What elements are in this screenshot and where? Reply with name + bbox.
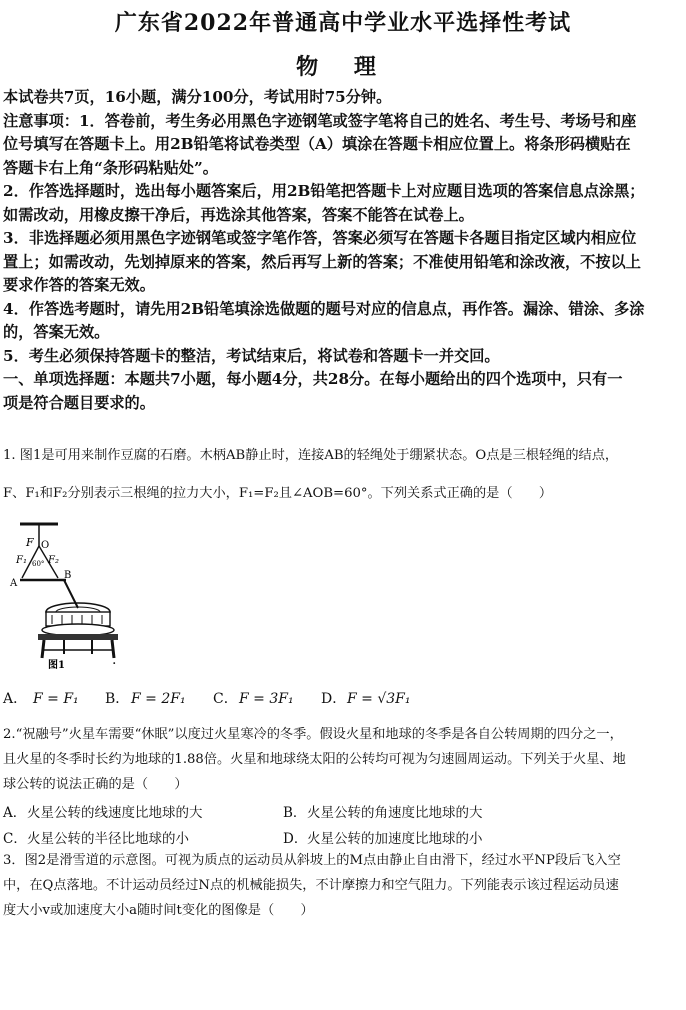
label-o: O <box>41 540 50 551</box>
option-letter: A． <box>3 805 27 821</box>
option-letter: C． <box>213 691 238 707</box>
millstone-illustration <box>8 516 118 672</box>
option-text: F = √3F₁ <box>347 691 411 707</box>
option-letter: B． <box>283 805 307 821</box>
option-text: F = F₁ <box>33 691 79 707</box>
question-3-line: 中，在Q点落地。不计运动员经过N点的机械能损失，不计摩擦力和空气阻力。下列能表示该过程运动员速 <box>3 878 619 893</box>
question-1-options <box>3 688 437 708</box>
label-b: B <box>64 570 72 581</box>
instruction-line: 如需改动，用橡皮擦干净后，再选涂其他答案，答案不能答在试卷上。 <box>3 205 474 224</box>
figure-caption: 图1 <box>48 660 65 671</box>
option-text: 火星公转的半径比地球的小 <box>27 831 189 847</box>
label-a: A <box>10 578 18 589</box>
instruction-line: 4．作答选考题时，请先用2B铅笔填涂选做题的题号对应的信息点，再作答。漏涂、错涂、多涂 <box>3 299 645 318</box>
section-heading: 一、单项选择题：本题共7小题，每小题4分，共28分。在每小题给出的四个选项中，只有一 <box>3 370 623 388</box>
label-f1: F₁ <box>16 555 27 566</box>
option-text: 火星公转的加速度比地球的小 <box>307 831 483 847</box>
option-text: F = 2F₁ <box>131 691 186 707</box>
option-text: 火星公转的角速度比地球的大 <box>307 805 483 821</box>
instruction-line: 答题卡右上角“条形码粘贴处”。 <box>3 158 218 177</box>
question-2 <box>3 722 683 797</box>
instruction-line: 本试卷共7页，16小题，满分100分，考试用时75分钟。 <box>3 88 392 106</box>
instruction-line: 置上；如需改动，先划掉原来的答案，然后再写上新的答案；不准使用铅笔和涂改液，不按以上 <box>3 252 641 271</box>
exam-subject: 物 理 <box>296 54 390 80</box>
question-1 <box>3 443 683 507</box>
question-2-line: 2.“祝融号”火星车需要“休眠”以度过火星寒冷的冬季。假设火星和地球的冬季是各自公转周期的四分之一， <box>3 727 623 742</box>
option-letter: D． <box>283 831 308 847</box>
question-3-line: 3．图2是滑雪道的示意图。可视为质点的运动员从斜坡上的M点由静止自由滑下，经过水平NP段后飞入空 <box>3 853 621 868</box>
option-letter: B． <box>105 691 130 707</box>
instruction-line: 2．作答选择题时，选出每小题答案后，用2B铅笔把答题卡上对应题目选项的答案信息点涂黑； <box>3 182 645 200</box>
instruction-line: 3．非选择题必须用黑色字迹钢笔或签字笔作答，答案必须写在答题卡各题目指定区域内相应位 <box>3 229 637 247</box>
question-3-line: 度大小v或加速度大小a随时间t变化的图像是（ ） <box>3 903 314 918</box>
trailing-dot: . <box>112 652 117 668</box>
instruction-line: 的，答案无效。 <box>3 323 110 341</box>
label-f: F <box>26 536 34 549</box>
label-angle: 60° <box>32 560 45 568</box>
instruction-line: 5．考生必须保持答题卡的整洁，考试结束后，将试卷和答题卡一并交回。 <box>3 346 500 365</box>
option-letter: D． <box>321 691 347 707</box>
instruction-line: 要求作答的答案无效。 <box>3 276 155 294</box>
instruction-line: 注意事项：1．答卷前，考生务必用黑色字迹钢笔或签字笔将自己的姓名、考生号、考场号和座 <box>3 111 637 130</box>
option-row <box>3 798 683 824</box>
figure-1-millstone <box>8 516 118 672</box>
instructions-block <box>3 86 683 415</box>
option-letter: C． <box>3 831 27 847</box>
option-letter: A． <box>3 691 28 707</box>
label-f2: F₂ <box>48 555 59 566</box>
section-heading: 项是符合题目要求的。 <box>3 393 155 412</box>
question-1-line: F、F₁和F₂分别表示三根绳的拉力大小，F₁=F₂且∠AOB=60°。下列关系式正确的是（ ） <box>3 486 553 501</box>
question-3 <box>3 848 683 923</box>
question-2-line: 且火星的冬季时长约为地球的1.88倍。火星和地球绕太阳的公转均可视为匀速圆周运动。下列关于火星、地 <box>3 752 626 767</box>
instruction-line: 位号填写在答题卡上。用2B铅笔将试卷类型（A）填涂在答题卡相应位置上。将条形码横贴在 <box>3 135 631 153</box>
option-text: F = 3F₁ <box>239 691 294 707</box>
question-2-options <box>3 798 683 850</box>
question-1-line: 1. 图1是可用来制作豆腐的石磨。木柄AB静止时，连接AB的轻绳处于绷紧状态。O点是三根轻绳的结点， <box>3 448 619 463</box>
question-2-line: 球公转的说法正确的是（ ） <box>3 777 188 792</box>
option-row <box>3 824 683 850</box>
option-text: 火星公转的线速度比地球的大 <box>27 805 203 821</box>
exam-title: 广东省2022年普通高中学业水平选择性考试 <box>114 10 572 36</box>
